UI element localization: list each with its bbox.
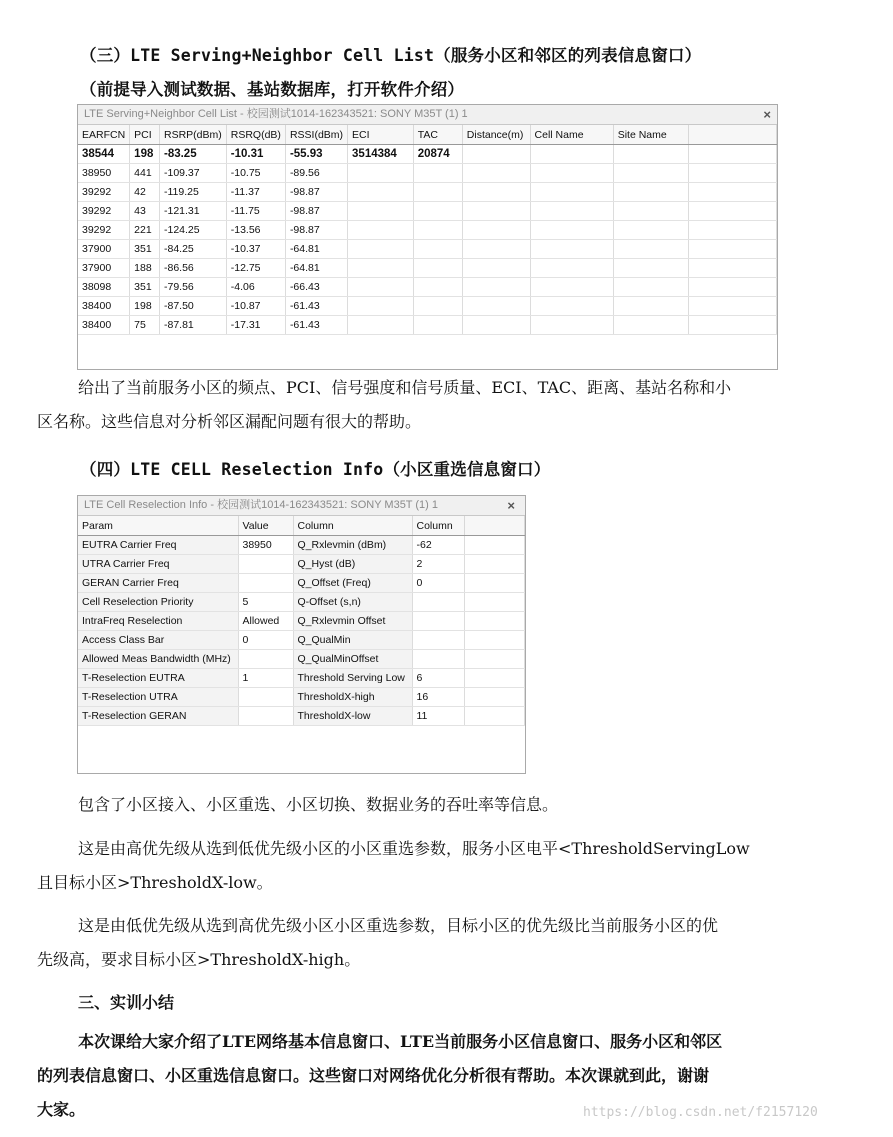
column-header[interactable] <box>464 516 524 536</box>
table-cell <box>238 707 293 726</box>
table-cell <box>530 183 613 202</box>
table-cell: IntraFreq Reselection <box>78 612 238 631</box>
table-cell: Q_Rxlevmin (dBm) <box>293 536 412 555</box>
table-cell <box>348 240 414 259</box>
table-cell: ThresholdX-low <box>293 707 412 726</box>
table-cell <box>613 240 688 259</box>
table-cell <box>348 164 414 183</box>
table-cell: -4.06 <box>226 278 285 297</box>
column-header[interactable]: Distance(m) <box>462 125 530 145</box>
table-cell: Allowed Meas Bandwidth (MHz) <box>78 650 238 669</box>
table-cell <box>464 669 524 688</box>
table-cell: 39292 <box>78 221 130 240</box>
column-header[interactable]: RSRP(dBm) <box>159 125 226 145</box>
table-row[interactable] <box>78 612 524 631</box>
column-header[interactable]: ECI <box>348 125 414 145</box>
table-cell: 198 <box>130 297 160 316</box>
table-cell <box>464 688 524 707</box>
table-cell: -87.50 <box>159 297 226 316</box>
table-cell <box>613 316 688 335</box>
table-cell <box>412 612 464 631</box>
table-row[interactable] <box>78 650 524 669</box>
table-cell: 37900 <box>78 259 130 278</box>
table-cell: T-Reselection GERAN <box>78 707 238 726</box>
table-cell <box>462 297 530 316</box>
table-row[interactable] <box>78 574 524 593</box>
reselection-title: LTE Cell Reselection Info - 校园测试1014-162343521: SONY M35T (1) 1 <box>84 499 439 511</box>
paragraph-1-line-2: 区名称。这些信息对分析邻区漏配问题有很大的帮助。 <box>37 412 422 431</box>
table-cell <box>530 259 613 278</box>
table-cell: Access Class Bar <box>78 631 238 650</box>
table-cell <box>464 593 524 612</box>
section-4-heading: （四）LTE CELL Reselection Info（小区重选信息窗口） <box>80 460 551 479</box>
table-cell <box>613 202 688 221</box>
table-row[interactable] <box>78 316 777 335</box>
table-cell <box>348 259 414 278</box>
section-3-subheading: （前提导入测试数据、基站数据库，打开软件介绍） <box>80 80 465 99</box>
table-cell <box>688 145 776 164</box>
table-cell <box>530 221 613 240</box>
table-cell: 351 <box>130 278 160 297</box>
table-cell: Q_QualMinOffset <box>293 650 412 669</box>
column-header[interactable]: Value <box>238 516 293 536</box>
table-cell <box>348 202 414 221</box>
table-cell <box>530 240 613 259</box>
section-3-heading: （三）LTE Serving+Neighbor Cell List（服务小区和邻区的列表信息窗口） <box>80 46 702 65</box>
table-cell: 38098 <box>78 278 130 297</box>
column-header[interactable]: Param <box>78 516 238 536</box>
column-header[interactable]: Column <box>293 516 412 536</box>
table-cell: 3514384 <box>348 145 414 164</box>
table-cell <box>413 297 462 316</box>
table-cell: -61.43 <box>285 316 347 335</box>
table-cell <box>413 183 462 202</box>
table-cell: 20874 <box>413 145 462 164</box>
table-cell <box>613 297 688 316</box>
table-cell: 39292 <box>78 202 130 221</box>
table-row[interactable] <box>78 593 524 612</box>
table-cell <box>348 297 414 316</box>
cell-list-window <box>77 104 778 370</box>
table-cell <box>462 202 530 221</box>
table-row[interactable] <box>78 278 777 297</box>
table-cell: -17.31 <box>226 316 285 335</box>
table-row[interactable] <box>78 536 524 555</box>
table-cell: -64.81 <box>285 259 347 278</box>
table-cell: 198 <box>130 145 160 164</box>
table-cell <box>238 650 293 669</box>
column-header[interactable]: RSSI(dBm) <box>285 125 347 145</box>
table-cell: -83.25 <box>159 145 226 164</box>
table-cell <box>348 316 414 335</box>
table-cell: -79.56 <box>159 278 226 297</box>
table-cell: -86.56 <box>159 259 226 278</box>
table-cell <box>462 221 530 240</box>
table-cell <box>530 164 613 183</box>
table-cell <box>688 240 776 259</box>
table-cell: -10.37 <box>226 240 285 259</box>
column-header[interactable]: EARFCN <box>78 125 130 145</box>
table-row[interactable] <box>78 240 777 259</box>
table-cell: -13.56 <box>226 221 285 240</box>
table-cell <box>413 221 462 240</box>
table-row[interactable] <box>78 145 777 164</box>
table-cell: 38400 <box>78 316 130 335</box>
table-cell <box>462 278 530 297</box>
table-cell <box>464 707 524 726</box>
table-cell <box>613 145 688 164</box>
table-cell: -119.25 <box>159 183 226 202</box>
table-cell <box>412 593 464 612</box>
table-cell <box>462 240 530 259</box>
table-cell <box>464 650 524 669</box>
table-cell: 0 <box>412 574 464 593</box>
table-cell: -109.37 <box>159 164 226 183</box>
column-header[interactable]: PCI <box>130 125 160 145</box>
paragraph-3-line-1: 这是由高优先级从选到低优先级小区的小区重选参数，服务小区电平<ThresholdServingLow <box>78 839 750 858</box>
table-cell: 75 <box>130 316 160 335</box>
table-row[interactable] <box>78 164 777 183</box>
paragraph-4-line-1: 这是由低优先级从选到高优先级小区小区重选参数，目标小区的优先级比当前服务小区的优 <box>78 916 719 935</box>
table-cell <box>613 164 688 183</box>
table-cell: -10.31 <box>226 145 285 164</box>
table-cell <box>530 145 613 164</box>
table-cell: ThresholdX-high <box>293 688 412 707</box>
table-cell: 221 <box>130 221 160 240</box>
table-cell: 38950 <box>78 164 130 183</box>
table-cell <box>238 574 293 593</box>
table-cell <box>613 183 688 202</box>
column-header[interactable]: RSRQ(dB) <box>226 125 285 145</box>
table-cell <box>413 316 462 335</box>
table-cell <box>348 278 414 297</box>
table-cell: Q_Rxlevmin Offset <box>293 612 412 631</box>
table-cell <box>688 259 776 278</box>
table-cell <box>413 259 462 278</box>
table-cell: -98.87 <box>285 183 347 202</box>
table-cell <box>688 202 776 221</box>
table-cell: 1 <box>238 669 293 688</box>
close-icon[interactable]: × <box>763 107 771 122</box>
table-row[interactable] <box>78 221 777 240</box>
table-cell: -121.31 <box>159 202 226 221</box>
cell-list-titlebar <box>78 105 777 125</box>
table-cell: -61.43 <box>285 297 347 316</box>
table-cell <box>412 631 464 650</box>
table-cell <box>688 316 776 335</box>
table-cell <box>613 221 688 240</box>
column-header[interactable] <box>688 125 776 145</box>
paragraph-1-line-1: 给出了当前服务小区的频点、PCI、信号强度和信号质量、ECI、TAC、距离、基站名称和小 <box>78 378 732 397</box>
reselection-table <box>78 516 525 726</box>
table-cell <box>413 240 462 259</box>
table-cell <box>464 555 524 574</box>
table-cell <box>348 221 414 240</box>
column-header[interactable]: Column <box>412 516 464 536</box>
table-cell <box>688 278 776 297</box>
table-cell: UTRA Carrier Freq <box>78 555 238 574</box>
table-cell <box>530 316 613 335</box>
reselection-window <box>77 495 526 774</box>
table-cell <box>530 202 613 221</box>
table-cell: Q-Offset (s,n) <box>293 593 412 612</box>
table-cell <box>688 183 776 202</box>
summary-line-2: 的列表信息窗口、小区重选信息窗口。这些窗口对网络优化分析很有帮助。本次课就到此，谢谢 <box>37 1066 710 1085</box>
table-cell <box>688 297 776 316</box>
table-cell <box>530 278 613 297</box>
table-cell: -62 <box>412 536 464 555</box>
table-cell: EUTRA Carrier Freq <box>78 536 238 555</box>
table-cell: -12.75 <box>226 259 285 278</box>
table-cell <box>413 202 462 221</box>
table-cell: Cell Reselection Priority <box>78 593 238 612</box>
table-cell: 16 <box>412 688 464 707</box>
watermark: https://blog.csdn.net/f2157120 <box>583 1105 818 1120</box>
table-cell <box>464 574 524 593</box>
summary-line-1: 本次课给大家介绍了LTE网络基本信息窗口、LTE当前服务小区信息窗口、服务小区和邻区 <box>78 1032 723 1051</box>
paragraph-4-line-2: 先级高，要求目标小区>ThresholdX-high。 <box>37 950 361 969</box>
column-header[interactable]: Cell Name <box>530 125 613 145</box>
table-cell: -64.81 <box>285 240 347 259</box>
table-cell: GERAN Carrier Freq <box>78 574 238 593</box>
table-cell: Allowed <box>238 612 293 631</box>
table-cell: 441 <box>130 164 160 183</box>
table-cell <box>462 164 530 183</box>
table-cell: Q_QualMin <box>293 631 412 650</box>
close-icon[interactable]: × <box>507 498 515 513</box>
table-cell: -10.75 <box>226 164 285 183</box>
table-cell: 42 <box>130 183 160 202</box>
table-cell: 0 <box>238 631 293 650</box>
table-cell: 2 <box>412 555 464 574</box>
table-cell <box>238 688 293 707</box>
table-cell <box>238 555 293 574</box>
table-cell: -87.81 <box>159 316 226 335</box>
table-row[interactable] <box>78 183 777 202</box>
table-row[interactable] <box>78 297 777 316</box>
table-cell: 39292 <box>78 183 130 202</box>
table-row[interactable] <box>78 259 777 278</box>
table-cell: 38544 <box>78 145 130 164</box>
table-cell: -98.87 <box>285 202 347 221</box>
table-cell: 11 <box>412 707 464 726</box>
column-header[interactable]: Site Name <box>613 125 688 145</box>
table-row[interactable] <box>78 202 777 221</box>
table-cell: -84.25 <box>159 240 226 259</box>
table-cell <box>464 612 524 631</box>
table-cell <box>412 650 464 669</box>
table-cell: 43 <box>130 202 160 221</box>
table-cell: -10.87 <box>226 297 285 316</box>
cell-list-table <box>78 125 777 335</box>
table-cell <box>613 278 688 297</box>
table-cell: Threshold Serving Low <box>293 669 412 688</box>
table-cell <box>688 221 776 240</box>
table-cell: -98.87 <box>285 221 347 240</box>
table-cell: 38400 <box>78 297 130 316</box>
summary-line-3: 大家。 <box>37 1100 86 1119</box>
table-cell <box>413 164 462 183</box>
table-row[interactable] <box>78 707 524 726</box>
table-cell: -124.25 <box>159 221 226 240</box>
table-row[interactable] <box>78 631 524 650</box>
table-cell <box>464 631 524 650</box>
table-cell <box>462 145 530 164</box>
table-cell: 351 <box>130 240 160 259</box>
table-cell <box>462 259 530 278</box>
table-row[interactable] <box>78 555 524 574</box>
summary-heading: 三、实训小结 <box>78 993 175 1012</box>
table-cell <box>462 183 530 202</box>
table-cell <box>688 164 776 183</box>
table-cell: 38950 <box>238 536 293 555</box>
table-cell <box>464 536 524 555</box>
table-cell <box>530 297 613 316</box>
table-cell <box>462 316 530 335</box>
table-cell <box>348 183 414 202</box>
table-cell: T-Reselection UTRA <box>78 688 238 707</box>
table-cell: 6 <box>412 669 464 688</box>
table-cell: -11.37 <box>226 183 285 202</box>
table-cell: Q_Hyst (dB) <box>293 555 412 574</box>
paragraph-3-line-2: 且目标小区>ThresholdX-low。 <box>37 873 273 892</box>
table-cell: -66.43 <box>285 278 347 297</box>
table-cell: T-Reselection EUTRA <box>78 669 238 688</box>
table-cell: Q_Offset (Freq) <box>293 574 412 593</box>
column-header[interactable]: TAC <box>413 125 462 145</box>
table-cell: 188 <box>130 259 160 278</box>
table-cell: 37900 <box>78 240 130 259</box>
cell-list-title: LTE Serving+Neighbor Cell List - 校园测试1014-162343521: SONY M35T (1) 1 <box>84 108 468 120</box>
table-cell <box>613 259 688 278</box>
table-cell: -89.56 <box>285 164 347 183</box>
table-row[interactable] <box>78 669 524 688</box>
table-row[interactable] <box>78 688 524 707</box>
paragraph-2: 包含了小区接入、小区重选、小区切换、数据业务的吞吐率等信息。 <box>78 795 559 814</box>
table-cell: 5 <box>238 593 293 612</box>
table-cell <box>413 278 462 297</box>
table-cell: -55.93 <box>285 145 347 164</box>
table-cell: -11.75 <box>226 202 285 221</box>
reselection-titlebar <box>78 496 525 516</box>
